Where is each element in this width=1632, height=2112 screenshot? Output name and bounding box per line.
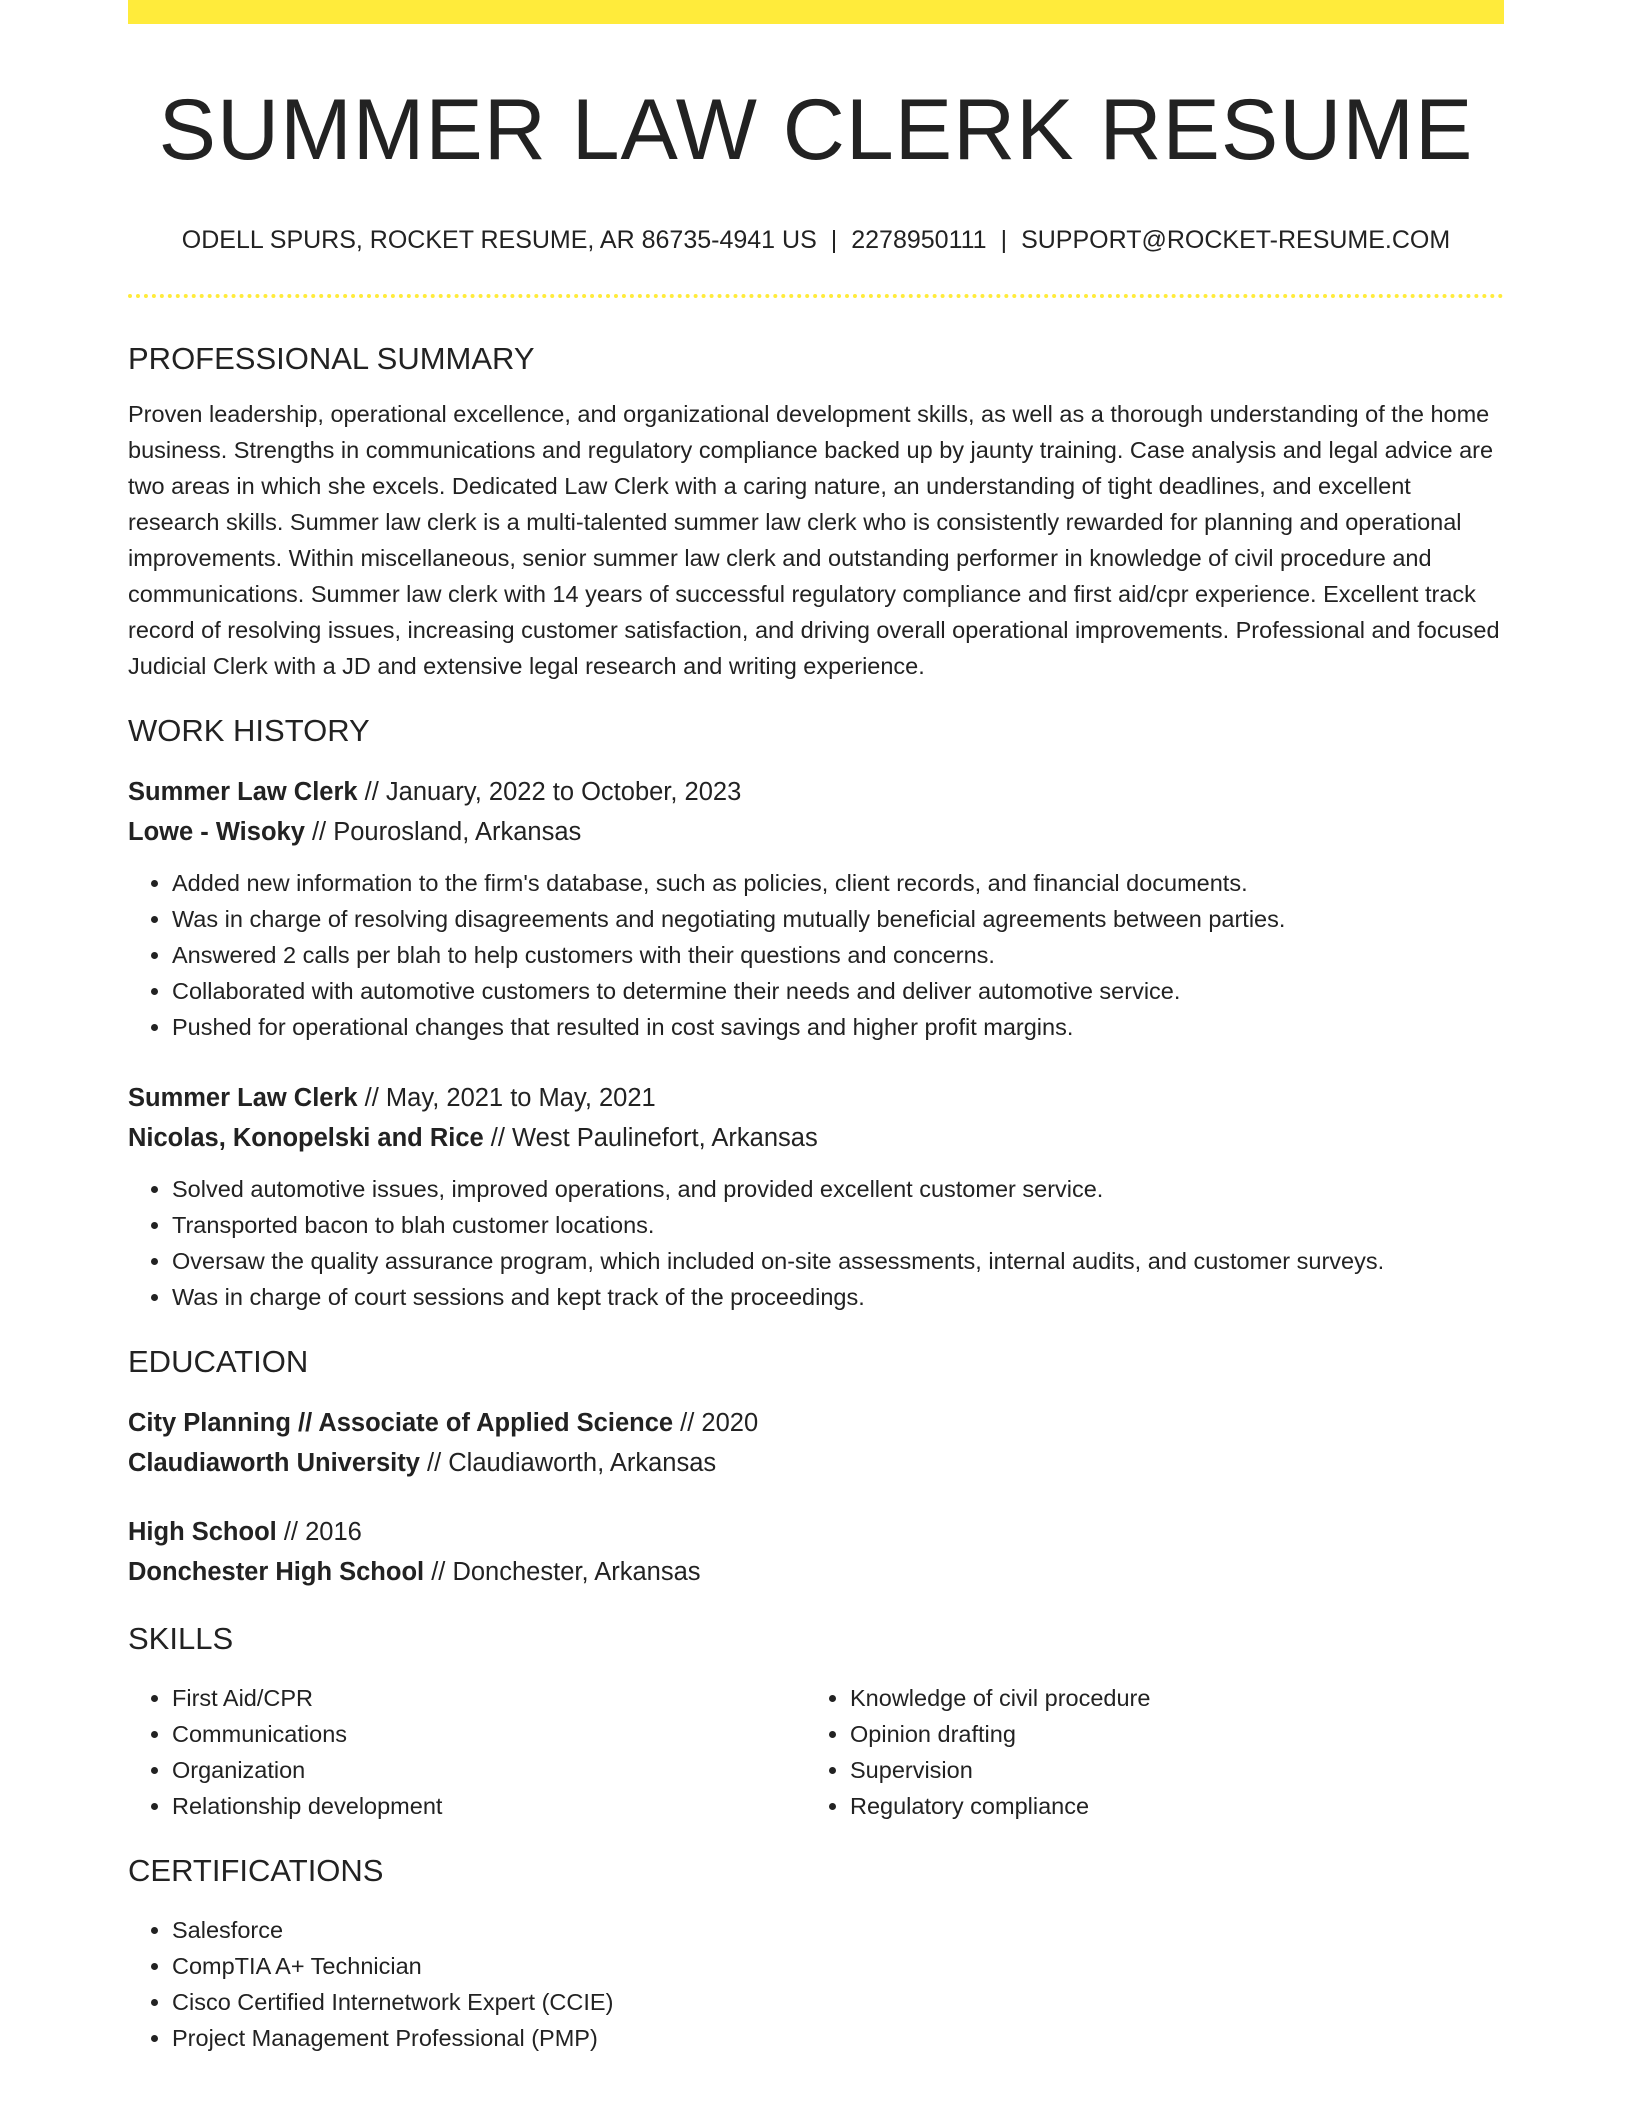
job-company-line (128, 812, 1504, 852)
contact-separator: | (830, 226, 838, 254)
skill-item: • Supervision (850, 1752, 1484, 1788)
resume-content (128, 0, 1504, 2056)
skill-item: • Communications (172, 1716, 806, 1752)
certifications-list (128, 1912, 1504, 2056)
job-bullet: • Solved automotive issues, improved operations, and provided excellent customer service. (172, 1171, 1504, 1207)
job-title: Summer Law Clerk (128, 1084, 358, 1112)
resume-title: SUMMER LAW CLERK RESUME (158, 82, 1474, 178)
job-location: // Pourosland, Arkansas (304, 818, 582, 846)
certifications-heading: CERTIFICATIONS (128, 1853, 384, 1888)
job-company: Lowe - Wisoky (128, 818, 305, 846)
job-company-line (128, 1118, 1504, 1158)
education-school: Donchester High School (128, 1558, 425, 1586)
education-year: // 2016 (276, 1518, 362, 1546)
job-bullet: • Oversaw the quality assurance program, which included on-site assessments, internal audits, and customer surveys. (172, 1243, 1504, 1279)
education-location: // Claudiaworth, Arkansas (419, 1449, 717, 1477)
job-title: Summer Law Clerk (128, 778, 358, 806)
job-company: Nicolas, Konopelski and Rice (128, 1124, 484, 1152)
skills-heading: SKILLS (128, 1621, 234, 1656)
contact-email: SUPPORT@ROCKET-RESUME.COM (1021, 226, 1451, 254)
skill-item: • Regulatory compliance (850, 1788, 1484, 1824)
dotted-divider (128, 294, 1504, 298)
skills-column-left (128, 1680, 806, 1824)
job-bullet: • Was in charge of resolving disagreements and negotiating mutually beneficial agreements between parties. (172, 901, 1504, 937)
job-entry (128, 772, 1504, 1045)
contact-phone: 2278950111 (851, 226, 987, 254)
job-location: // West Paulinefort, Arkansas (483, 1124, 818, 1152)
skills-column-right (806, 1680, 1484, 1824)
education-degree-line (128, 1403, 1504, 1443)
skill-item: • Organization (172, 1752, 806, 1788)
job-bullet: • Was in charge of court sessions and kept track of the proceedings. (172, 1279, 1504, 1315)
job-bullets (128, 1171, 1504, 1315)
education-degree: High School (128, 1518, 277, 1546)
skills-list-left (128, 1680, 806, 1824)
skills-grid (128, 1680, 1504, 1824)
job-bullet: • Collaborated with automotive customers to determine their needs and deliver automotive service. (172, 973, 1504, 1009)
job-bullet: • Answered 2 calls per blah to help customers with their questions and concerns. (172, 937, 1504, 973)
education-degree-line (128, 1512, 1504, 1552)
job-bullet: • Added new information to the firm's database, such as policies, client records, and financial documents. (172, 865, 1504, 901)
skill-item: • Opinion drafting (850, 1716, 1484, 1752)
skills-list-right (806, 1680, 1484, 1824)
certification-item: • Cisco Certified Internetwork Expert (CCIE) (172, 1984, 1504, 2020)
certification-item: • CompTIA A+ Technician (172, 1948, 1504, 1984)
contact-address: ODELL SPURS, ROCKET RESUME, AR 86735-4941 US (181, 226, 817, 254)
contact-line (128, 224, 1504, 256)
education-heading: EDUCATION (128, 1344, 309, 1379)
skill-item: • Knowledge of civil procedure (850, 1680, 1484, 1716)
skill-item: • First Aid/CPR (172, 1680, 806, 1716)
job-title-line (128, 1078, 1504, 1118)
education-location: // Donchester, Arkansas (424, 1558, 701, 1586)
education-school: Claudiaworth University (128, 1449, 420, 1477)
job-title-line (128, 772, 1504, 812)
education-degree: City Planning // Associate of Applied Science (128, 1409, 674, 1437)
certification-item: • Project Management Professional (PMP) (172, 2020, 1504, 2056)
work-history-heading: WORK HISTORY (128, 713, 370, 748)
education-school-line (128, 1552, 1504, 1592)
summary-text: Proven leadership, operational excellence, and organizational development skills, as well as a thorough understanding of the home business. Strengths in communications and regulatory compliance backed up by jaunty training. Case analysis and legal advice are two areas in which she excels. Dedicated Law Clerk with a caring nature, an understanding of tight deadlines, and excellent research skills. Summer law clerk is a multi-talented summer law clerk who is consistently rewarded for planning and operational improvements. Within miscellaneous, senior summer law clerk and outstanding performer in knowledge of civil procedure and communications. Summer law clerk with 14 years of successful regulatory compliance and first aid/cpr experience. Excellent track record of resolving issues, increasing customer satisfaction, and driving overall operational improvements. Professional and focused Judicial Clerk with a JD and extensive legal research and writing experience. (128, 401, 1500, 679)
contact-separator: | (1000, 226, 1008, 254)
job-dates: // May, 2021 to May, 2021 (357, 1084, 656, 1112)
education-entry (128, 1403, 1504, 1483)
job-bullet: • Pushed for operational changes that resulted in cost savings and higher profit margins. (172, 1009, 1504, 1045)
job-bullets (128, 865, 1504, 1045)
job-entry (128, 1078, 1504, 1315)
summary-heading: PROFESSIONAL SUMMARY (128, 341, 535, 376)
skill-item: • Relationship development (172, 1788, 806, 1824)
education-entry (128, 1512, 1504, 1592)
job-bullet: • Transported bacon to blah customer locations. (172, 1207, 1504, 1243)
education-school-line (128, 1443, 1504, 1483)
certification-item: • Salesforce (172, 1912, 1504, 1948)
education-year: // 2020 (673, 1409, 759, 1437)
job-dates: // January, 2022 to October, 2023 (357, 778, 742, 806)
